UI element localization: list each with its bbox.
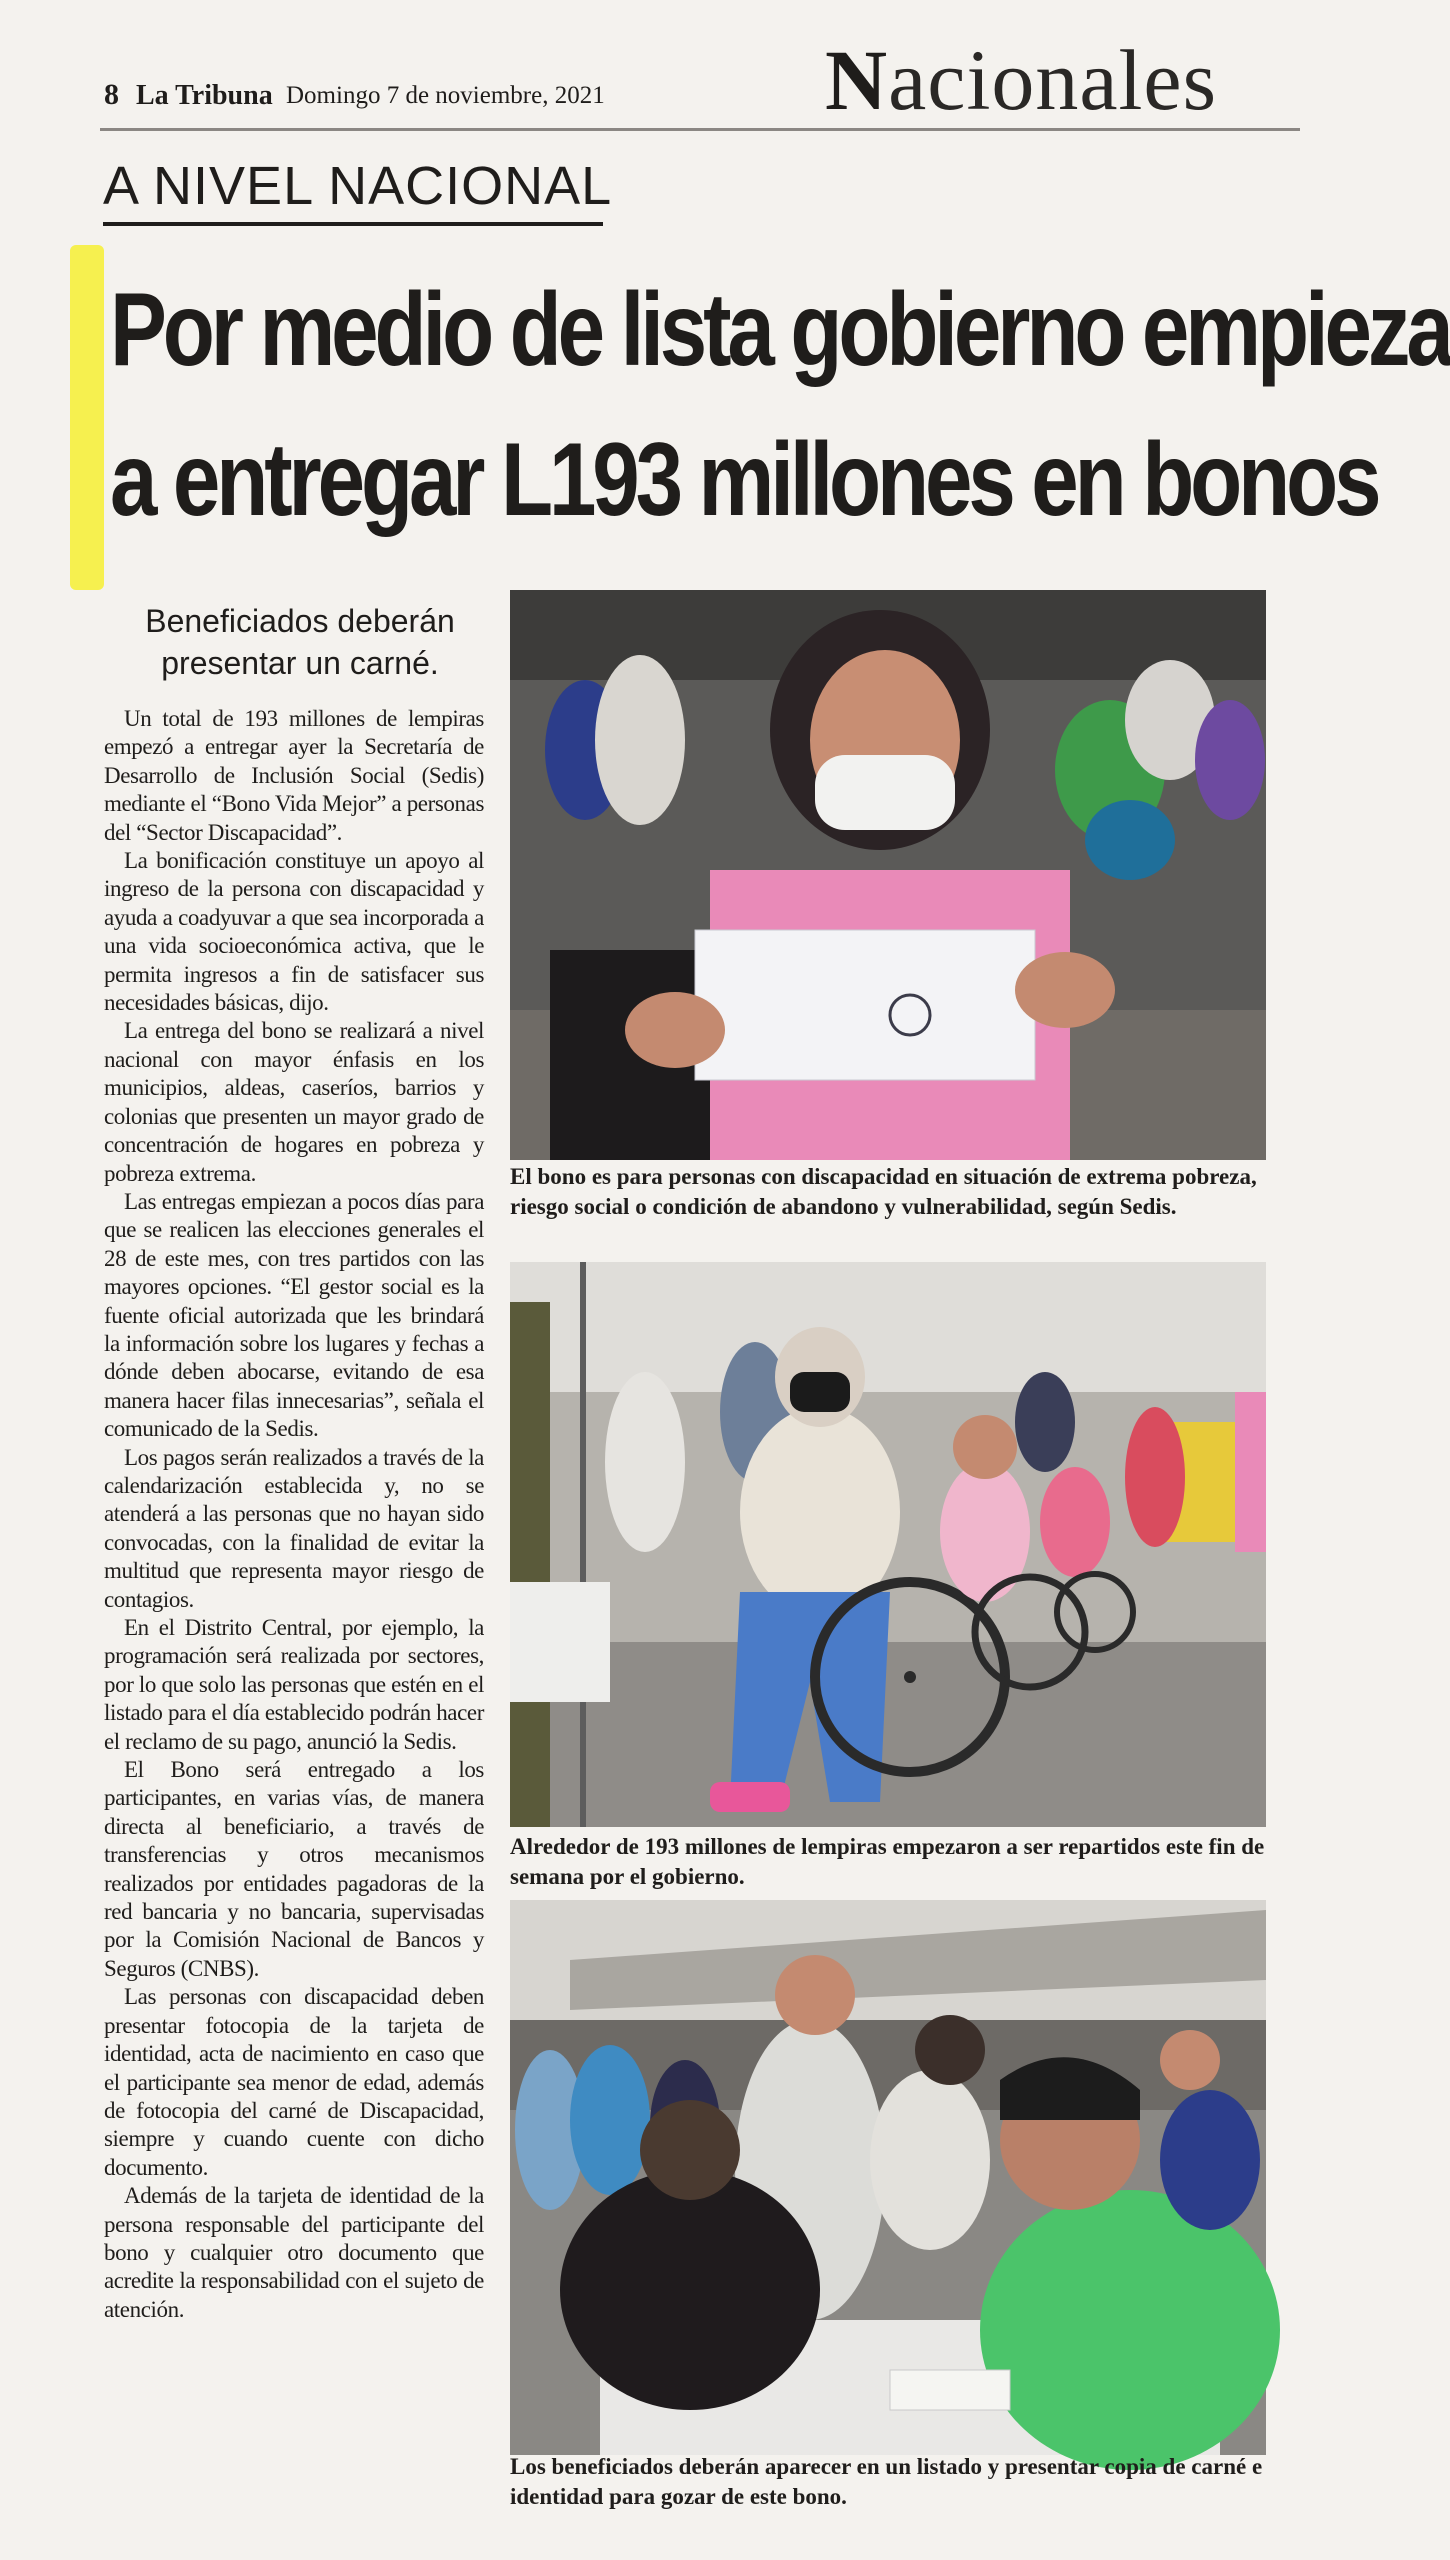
article-body: [104, 705, 484, 2324]
photo-registration-table: [510, 1900, 1266, 2455]
section-rest: acionales: [888, 32, 1218, 128]
paragraph: Además de la tarjeta de identidad de la persona responsable del participante del bono y cualquier otro documento que acredite la responsabilidad con el sujeto de atención.: [104, 2183, 484, 2322]
paragraph: Las personas con discapacidad deben presentar fotocopia de la tarjeta de identidad, acta de nacimiento en caso que el participante sea menor de edad, además de fotocopia del carné de Discapacidad, siempre y cuando cuente con dicho documento.: [104, 1984, 484, 2180]
paragraph: El Bono será entregado a los participantes, en varias vías, de manera directa al beneficiario, a través de transferencias y otros mecanismos realizados por entidades pagadoras de la red bancaria y no bancaria, supervisadas por la Comisión Nacional de Bancos y Seguros (CNBS).: [104, 1757, 484, 1981]
paragraph: Un total de 193 millones de lempiras empezó a entregar ayer la Secretaría de Desarrollo de Inclusión Social (Sedis) mediante el “Bono Vida Mejor” a personas del “Sector Discapacidad”.: [104, 706, 484, 845]
subheadline: Beneficiados deberán presentar un carné.: [145, 603, 455, 681]
paragraph: La entrega del bono se realizará a nivel nacional con mayor énfasis en los municipios, aldeas, caseríos, barrios y colonias que presenten un mayor grado de concentración de hogares en pobreza y pobreza extrema.: [104, 1018, 484, 1186]
headline-line-1: Por medio de lista gobierno empieza: [110, 272, 1450, 388]
header-rule: [100, 128, 1300, 131]
photo-caption-2: Alrededor de 193 millones de lempiras empezaron a ser repartidos este fin de semana por el gobierno.: [510, 1834, 1265, 1889]
issue-date: Domingo 7 de noviembre, 2021: [286, 82, 605, 109]
photo-caption-1: El bono es para personas con discapacidad en situación de extrema pobreza, riesgo social o condición de abandono y vulnerabilidad, según Sedis.: [510, 1164, 1257, 1219]
page-header: [100, 30, 1300, 140]
page-number: 8: [104, 78, 119, 111]
highlighter-mark: [70, 245, 104, 590]
paragraph: En el Distrito Central, por ejemplo, la programación será realizada por sectores, por lo que solo las personas que estén en el listado para el día establecido podrán hacer el reclamo de su pago, anunció la Sedis.: [104, 1615, 484, 1754]
paragraph: Las entregas empiezan a pocos días para que se realicen las elecciones generales el 28 de este mes, con tres partidos con las mayores opciones. “El gestor social es la fuente oficial autorizada que les brindará la información sobre los lugares y fechas a dónde deben abocarse, evitando de esa manera hacer filas innecesarias”, señala el comunicado de la Sedis.: [104, 1188, 484, 1442]
photo-wheelchair-line: [510, 1262, 1266, 1827]
headline: [110, 255, 1450, 555]
kicker: A NIVEL NACIONAL: [103, 156, 613, 216]
photo-woman-with-envelope: [510, 590, 1266, 1160]
paragraph: La bonificación constituye un apoyo al ingreso de la persona con discapacidad y ayuda a coadyuvar a que sea incorporada a una vida socioeconómica activa, que le permita ingresos a fin de satisfacer sus necesidades básicas, dijo.: [104, 848, 484, 1016]
paragraph: Los pagos serán realizados a través de la calendarización establecida y, no se atenderá a las personas que no hayan sido convocadas, con la finalidad de evitar la multitud que representa mayor riesgo de contagios.: [104, 1444, 484, 1612]
paper-name: La Tribuna: [136, 80, 273, 111]
section-name: [825, 30, 1217, 130]
photo-caption-3: Los beneficiados deberán aparecer en un listado y presentar copia de carné e identidad para gozar de este bono.: [510, 2454, 1263, 2509]
kicker-underline: [103, 222, 603, 226]
headline-line-2: a entregar L193 millones en bonos: [110, 422, 1378, 538]
section-initial: N: [825, 32, 889, 128]
